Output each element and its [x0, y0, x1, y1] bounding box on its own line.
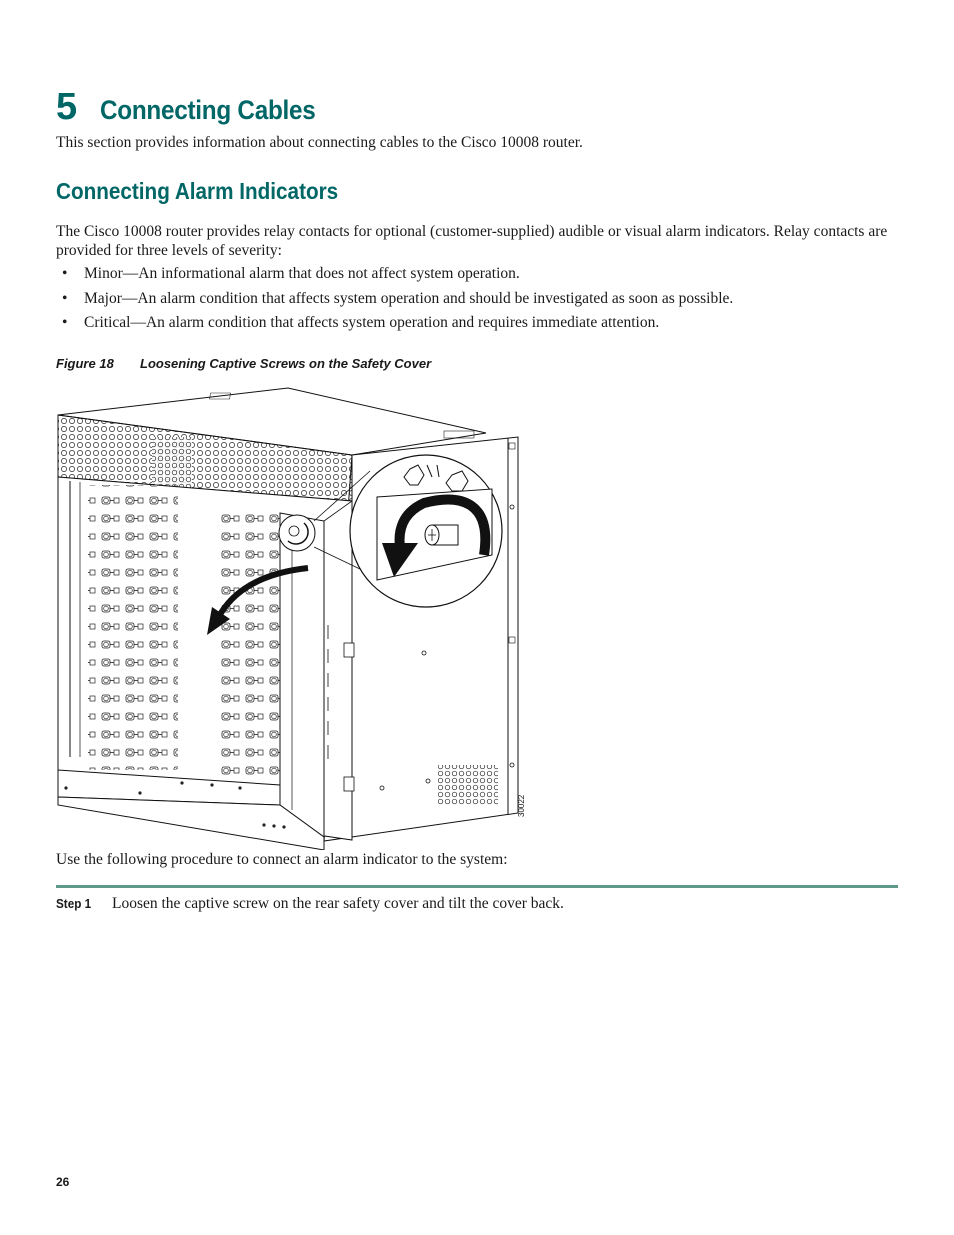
section-number: 5	[56, 86, 78, 128]
section-title: Connecting Cables	[100, 95, 316, 125]
bullet-icon: •	[62, 314, 68, 331]
list-item	[56, 289, 896, 308]
list-item	[56, 264, 896, 283]
alarm-paragraph: The Cisco 10008 router provides relay contacts for optional (customer-supplied) audible or visual alarm indicators. Relay contacts are provided for three levels of severity:	[56, 223, 888, 259]
bullet-icon: •	[62, 289, 68, 307]
procedure-rule	[56, 885, 898, 888]
severity-list	[56, 264, 896, 338]
step-1	[56, 894, 564, 913]
step-text: Loosen the captive screw on the rear safety cover and tilt the cover back.	[112, 895, 564, 912]
section-intro: This section provides information about connecting cables to the Cisco 10008 router.	[56, 134, 583, 151]
figure-title: Loosening Captive Screws on the Safety Cover	[140, 356, 432, 371]
procedure-intro: Use the following procedure to connect an alarm indicator to the system:	[56, 851, 508, 868]
list-item-text: Major—An alarm condition that affects system operation and should be investigated as soon as possible.	[84, 289, 734, 307]
list-item-text: Minor—An informational alarm that does not affect system operation.	[84, 265, 520, 282]
page-number: 26	[56, 1175, 70, 1189]
list-item-text: Critical—An alarm condition that affects system operation and requires immediate attention.	[84, 314, 660, 331]
subsection-title: Connecting Alarm Indicators	[56, 178, 339, 204]
section-heading	[56, 86, 339, 129]
figure-number: Figure 18	[56, 356, 114, 371]
step-label: Step 1	[56, 896, 92, 911]
figure-id: 30022	[517, 794, 526, 817]
screw-detail-callout	[350, 455, 502, 607]
safety-cover	[280, 513, 324, 837]
router-illustration	[52, 385, 532, 850]
bullet-icon: •	[62, 265, 68, 282]
figure-caption	[56, 356, 431, 371]
list-item	[56, 313, 896, 332]
